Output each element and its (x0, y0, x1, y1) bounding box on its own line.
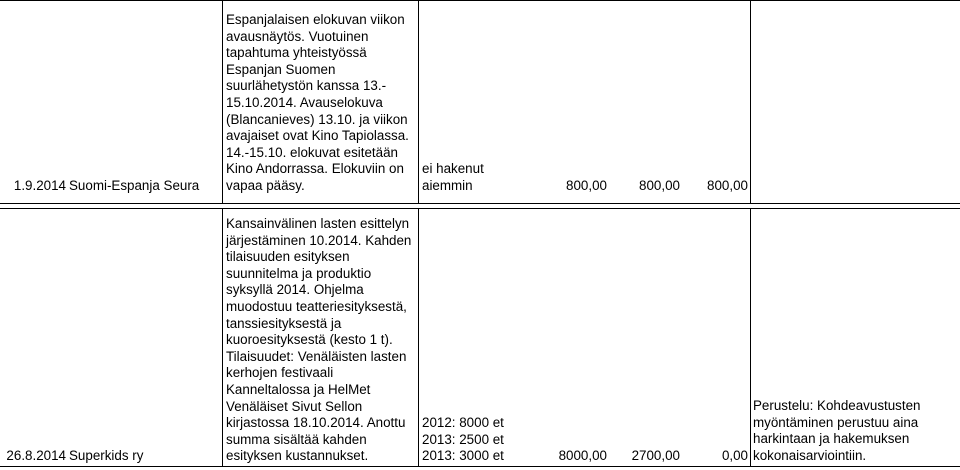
date-cell: 26.8.2014 (6, 448, 66, 463)
description-cell: Espanjalaisen elokuvan viikon avausnäytös. Vuotuinen tapahtuma yhteistyössä Espanjan Suomen suurlähetystön kanssa 13.- 15.10.2014. Avauselokuva (Blancanieves) 13.10. ja viikon avajaiset ovat Kino Tapiolassa. 14.-15.10. elokuvat esitetään Kino Andorrassa. Elokuviin on vapaa pääsy. (226, 12, 409, 193)
previous-grants-cell: ei hakenut aiemmin (422, 161, 484, 193)
date-cell: 1.9.2014 (13, 178, 66, 193)
proposed-amount-cell: 800,00 (639, 178, 680, 193)
column-divider (222, 208, 223, 466)
rationale-cell: Perustelu: Kohdeavustusten myöntäminen perustuu aina harkintaan ja hakemuksen kokonaisarviointiin. (753, 398, 921, 463)
applied-amount-cell: 8000,00 (558, 448, 607, 463)
applied-amount-cell: 800,00 (566, 178, 607, 193)
column-divider (750, 0, 751, 203)
table-divider (0, 208, 960, 209)
column-divider (418, 0, 419, 203)
column-divider (418, 208, 419, 466)
table-divider (0, 0, 960, 1)
column-divider (750, 208, 751, 466)
table-divider (0, 466, 960, 467)
granted-amount-cell: 800,00 (707, 178, 748, 193)
granted-amount-cell: 0,00 (721, 448, 748, 463)
proposed-amount-cell: 2700,00 (631, 448, 680, 463)
table-divider (0, 203, 960, 204)
column-divider (222, 0, 223, 203)
previous-grants-cell: 2012: 8000 et 2013: 2500 et 2013: 3000 et (422, 415, 504, 464)
applicant-cell: Suomi-Espanja Seura (69, 178, 200, 193)
description-cell: Kansainvälinen lasten esittelyn järjestäminen 10.2014. Kahden tilaisuuden esityksen suunnitelma ja produktio syksyllä 2014. Ohjelma muodostuu teatteriesityksestä, tanssiesityksestä ja kuoroesityksestä (kesto 1 t). Tilaisuudet: Venäläisten lasten kerhojen festivaali Kanneltalossa ja HelMet Venäläiset Sivut Sellon kirjastossa 18.10.2014. Anottu summa sisältää kahden esityksen kustannukset. (226, 216, 412, 464)
applicant-cell: Superkids ry (69, 448, 144, 463)
